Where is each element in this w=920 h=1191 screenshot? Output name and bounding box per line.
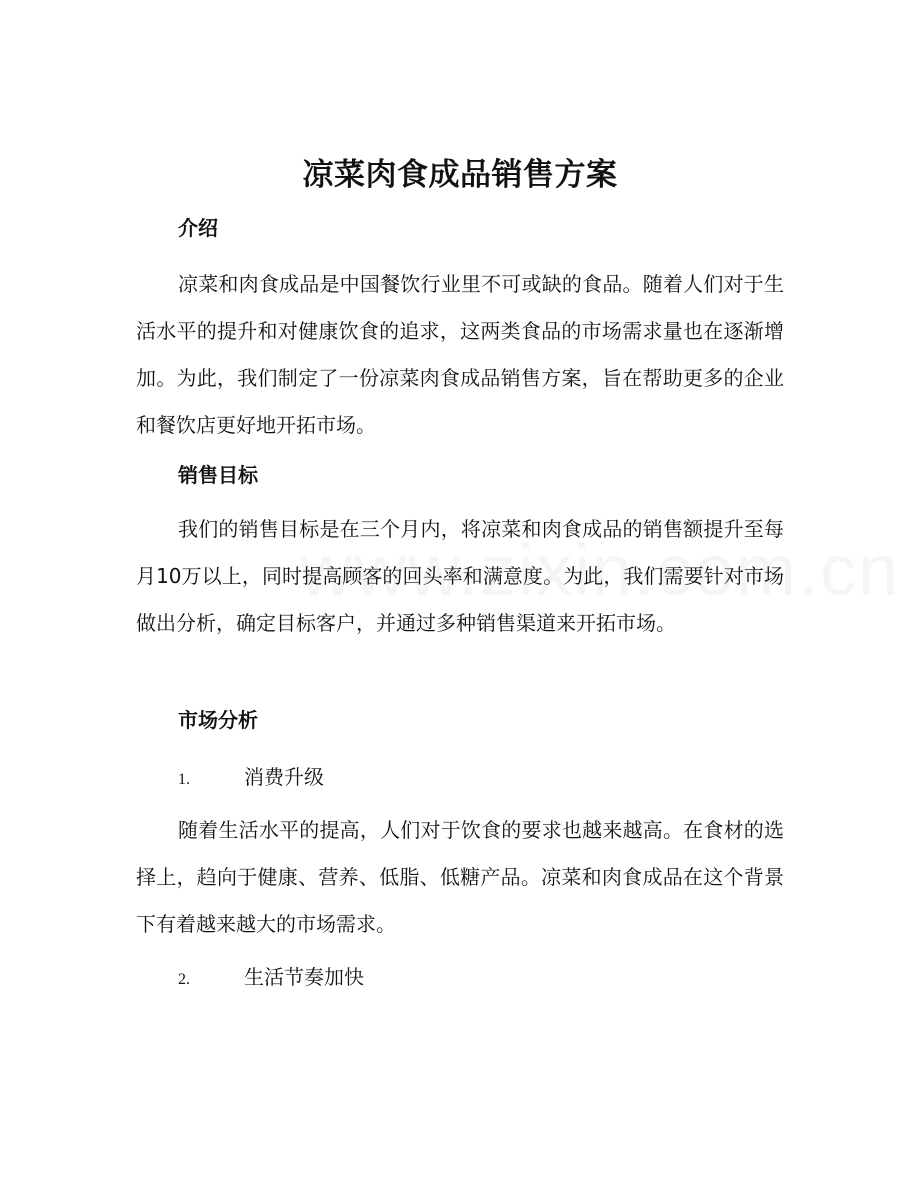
section-heading-market-analysis: 市场分析 <box>178 708 258 732</box>
list-item-label: 消费升级 <box>244 765 324 789</box>
list-item <box>178 762 324 795</box>
page-title: 凉菜肉食成品销售方案 <box>302 157 618 193</box>
list-item-label: 生活节奏加快 <box>244 965 364 989</box>
introduction-paragraph: 凉菜和肉食成品是中国餐饮行业里不可或缺的食品。随着人们对于生活水平的提升和对健康饮食的追求，这两类食品的市场需求量也在逐渐增加。为此，我们制定了一份凉菜肉食成品销售方案，旨在帮助更多的企业和餐饮店更好地开拓市场。 <box>136 272 784 437</box>
list-item <box>178 962 364 995</box>
consumption-upgrade-paragraph: 随着生活水平的提高，人们对于饮食的要求也越来越高。在食材的选择上，趋向于健康、营养、低脂、低糖产品。凉菜和肉食成品在这个背景下有着越来越大的市场需求。 <box>136 818 784 936</box>
list-item-number: 2. <box>178 971 190 988</box>
section-heading-sales-goals: 销售目标 <box>178 463 258 487</box>
sales-goals-paragraph: 我们的销售目标是在三个月内，将凉菜和肉食成品的销售额提升至每月10万以上，同时提高顾客的回头率和满意度。为此，我们需要针对市场做出分析，确定目标客户，并通过多种销售渠道来开拓市场。 <box>136 517 784 635</box>
list-item-number: 1. <box>178 771 190 788</box>
section-heading-introduction: 介绍 <box>178 216 218 240</box>
